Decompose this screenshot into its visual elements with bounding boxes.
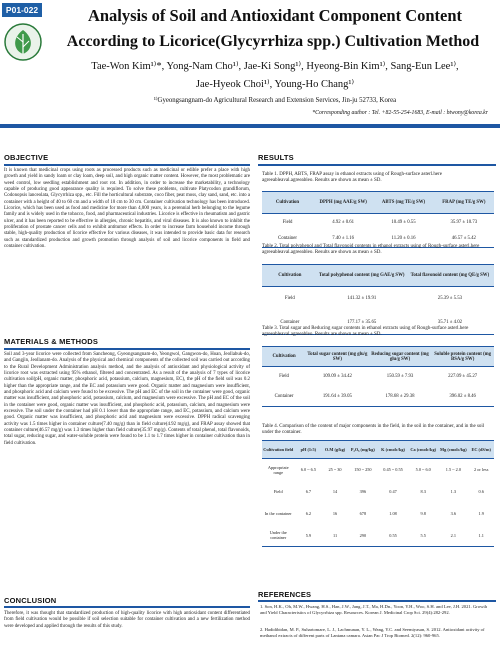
table-row bbox=[262, 459, 494, 481]
table-cell: 5.5 bbox=[408, 525, 438, 547]
table-header-cell: P₂O₅ (mg/kg) bbox=[348, 441, 378, 459]
table1-caption: Table 1. DPPH, ABTS, FRAP assay in ethanol extracts using of Rough-surface asterl.here agreeableaval.agreeableo. Results are shown as mean ± SD. bbox=[262, 172, 442, 184]
table-cell: 0.6 bbox=[478, 489, 484, 494]
objective-heading: OBJECTIVE bbox=[4, 153, 49, 162]
table-cell: 1.1 bbox=[468, 525, 494, 547]
table-header-cell: Reducing sugar content (mg glu/g SW) bbox=[369, 347, 432, 367]
table-cell: 1.5 ~ 2.0 bbox=[445, 467, 461, 473]
institution-logo-icon bbox=[3, 22, 43, 62]
table-cell: 9.8 bbox=[420, 511, 426, 516]
table-cell: 0.55 bbox=[378, 525, 408, 547]
table-header-row bbox=[262, 347, 494, 367]
corresponding-author: *Corresponding author : Tel. +82-55-254-1683, E-mail : btwony@korea.kr bbox=[312, 110, 488, 116]
poster-title-line1: Analysis of Soil and Antioxidant Component Content bbox=[87, 6, 463, 25]
results-divider bbox=[258, 164, 496, 166]
table-header-cell: Ca (cmolc/kg) bbox=[408, 441, 438, 459]
reference-item: 1. Son, H.K., Oh, M.W., Hwang, H.S., Han, J.W., Jang, J.T., Ma, H.Dn., Yoon, Y.H., Woo, S.H. and Lee, J.H. 2021. Growth and Yield Characteristics of Glycyrrhiza spp. Resources. Korean J. Medicinal Crop Sci. 29(4):282-292. bbox=[260, 604, 488, 615]
table-row bbox=[262, 481, 494, 503]
table-cell: 11 bbox=[322, 525, 348, 547]
table-cell: 2 or less bbox=[474, 467, 489, 473]
conclusion-heading: CONCLUSION bbox=[4, 596, 57, 605]
table-header-cell: EC (dS/m) bbox=[468, 441, 494, 459]
table-cell: 5.0 ~ 6.0 bbox=[415, 467, 431, 473]
table-header-cell: Soluble protein content (mg BSA/g SW) bbox=[431, 347, 494, 367]
table3 bbox=[262, 346, 494, 407]
table-cell: 0.47 bbox=[389, 489, 397, 494]
table-cell: 35.71 ± 4.02 bbox=[406, 311, 494, 335]
results-heading: RESULTS bbox=[258, 153, 294, 162]
reference-item: 2. Hadidibidan, M. P., Suhartomare, L. J., Lachmunan, Y. L., Wang, Y.C. and Seemiyasan, S. 2012. Antioxidant activity of methanol extracts of different parts of Lantana camara. Asian Pac J Trop Biomed. 2(12): 960-965. bbox=[260, 627, 485, 638]
references-heading: REFERENCES bbox=[258, 590, 312, 599]
table-cell: 6.2 bbox=[305, 511, 312, 516]
table3-caption: Table 3. Total sugar and Reducing sugar contents in ethanol extracts using of Rough-surface asterl.here agreeableaval.agreeableo. Results are shown as mean ± SD. bbox=[262, 326, 469, 338]
table-cell: 46.57 ± 5.42 bbox=[434, 231, 494, 248]
table-cell: 10.49 ± 0.55 bbox=[391, 219, 416, 225]
table-cell: Container bbox=[262, 311, 318, 335]
table-cell: Container bbox=[262, 231, 313, 248]
table-header-cell: Total polyphenol content (mg GAE/g SW) bbox=[318, 265, 406, 287]
table-header-cell: Mg (cmolc/kg) bbox=[438, 441, 468, 459]
table-cell: 1.3 bbox=[450, 489, 457, 494]
table-header-cell: Total sugar content (mg glu/g SW) bbox=[306, 347, 369, 367]
poster-header bbox=[0, 0, 500, 137]
table-header-cell: DPPH (mg AAE/g SW) bbox=[313, 192, 373, 214]
methods-heading: MATERIALS & METHODS bbox=[4, 337, 99, 346]
table-cell: 290 bbox=[348, 525, 378, 547]
table-cell: 35.97 ± 10.73 bbox=[450, 219, 478, 225]
methods-divider bbox=[4, 348, 250, 350]
table-header-cell: Total flavonoid content (mg QE/g SW) bbox=[406, 265, 494, 287]
table-cell: 16 bbox=[332, 511, 338, 516]
table-header-cell: Cultivation bbox=[262, 192, 313, 214]
table-cell: 2.1 bbox=[438, 525, 468, 547]
references-divider bbox=[258, 600, 496, 602]
table-header-cell: K (cmolc/kg) bbox=[378, 441, 408, 459]
table-header-cell: pH (1:5) bbox=[294, 441, 322, 459]
table-cell: 191.64 ± 39.05 bbox=[306, 387, 369, 407]
table1 bbox=[262, 191, 494, 248]
authors-line1: Tae-Won Kim¹⁾*, Yong-Nam Cho¹⁾, Jae-Ki Song¹⁾, Hyeong-Bin Kim¹⁾, Sang-Eun Lee¹⁾, bbox=[91, 61, 459, 72]
table-row bbox=[262, 387, 494, 407]
table-cell: 177.17 ± 35.65 bbox=[318, 311, 406, 335]
conclusion-divider bbox=[4, 606, 250, 608]
authors-line2: Jae-Hyeok Choi¹⁾, Young-Ho Chang¹⁾ bbox=[195, 79, 355, 90]
methods-text: Soil and 3-year licorice were collected from Sancheong, Gyeongsangnam-do, Yeongwol, Gangwon-do, Hoan, Jeollabuk-do, and Gangjin, Jeollanam-do. Analysis of the physical and chemical components of the collected soil was carried out according to the Rural Development Administration analysis method, and the analysis of antioxidant and physiological activity of licorice root was extracted using 95% ethanol, filtered and concentrated. As a result of the analysis of 7 types of licorice cultivation soil(pH, organic matter, phosphoric acid, potassium, calcium, magnesium, EC), the pH of the field soil was 0.2 higher than the appropriate range, and the EC and potassium were good. Organic matter and magnesium were insufficient, and phosphoric acid and calcium were found to be excessive. The pH and EC of the soil in the container were good, organic matter was insufficient, and phosphoric acid, potassium, calcium, and magnesium were excessive. The pH and EC of the soil in the container were good, organic matter was insufficient, and phosphoric acid, potassium, calcium, and magnesium were excessive. The soil under the container had pH 0.1 lower than the appropriate range, and EC, potassium, and calcium were good. Organic matter was insufficient, and phosphoric acid and magnesium were excessive. DPPH radical scavenging activity was 1.5 times higher in container culture(7.40 mg/g) than in field culture(4.92 mg/g), and FRAP assay showed that container culture(46.57 mg/g) was 1.3 times higher than field culture(35.97 mg/g). Contents of total phenol, total flavonoids, total sugar, reducing sugar, and water-soluble protein were found to be 1.1 to 1.7 times higher in container cultivation than in field cultivation. bbox=[4, 352, 250, 446]
table-cell: 5.9 bbox=[294, 525, 322, 547]
table-cell: 0.45 ~ 0.55 bbox=[383, 467, 403, 473]
table-cell: 6.7 bbox=[305, 489, 312, 494]
table-cell: 25.39 ± 5.53 bbox=[437, 296, 463, 302]
table4 bbox=[262, 440, 494, 547]
table-cell: 4.92 ± 0.61 bbox=[332, 219, 355, 225]
table-cell: 150 ~ 250 bbox=[354, 467, 372, 473]
table-cell: 7.40 ± 1.16 bbox=[313, 231, 373, 248]
table-row bbox=[262, 214, 494, 231]
table-cell: Container bbox=[262, 387, 306, 407]
table2-caption: Table 2. Total polyphenol and Total flavonoid contents in ethanol extracts using of Rough-surface asterl.here agreeableaval.agreeableo. Results are shown as mean ± SD. bbox=[262, 244, 480, 256]
table-cell: 396 bbox=[359, 489, 367, 494]
table-cell: 1.9 bbox=[478, 511, 484, 516]
table-cell: 11.20 ± 0.16 bbox=[373, 231, 433, 248]
table-cell: 6.0 ~ 6.5 bbox=[300, 467, 316, 473]
table-header-row bbox=[262, 265, 494, 287]
table-row bbox=[262, 367, 494, 387]
table-cell: 678 bbox=[359, 511, 367, 516]
table-header-row bbox=[262, 192, 494, 214]
table-header-cell: FRAP (mg TE/g SW) bbox=[434, 192, 494, 214]
objective-text: It is known that medicinal crops using roots as processed products such as medicinal or edible prefer a place with high growth and yield in sandy loam or clay loam, deep soil, and high organic matter content. However, the most problematic are weed control, low seedling establishment and root rot. In addition, in order to increase the marketability, a technology capable of producing good appearance quality is required. To solve these problems, cultivate Platycodon grandiflorum, Codonopsis lanceolata, Glycyrrhiza spp., etc. Fill the horticultural substrate, coco fiber, peat moss, clay sand, sand, etc. into a container with a height of 40 to 60 cm and a width of 10 cm to 30 cm. Container cultivation technology has been introduced. Licorice, which has been used as food and medicine for more than 4,000 years, is a perennial herb belonging to the legume family and is widely used in the tobacco, food, and pharmaceutical industries. Licorice is effective in rheumatism and gastric ulcer, and it has been reported to be effective in allergies, chronic hepatitis, and viral diseases. It is also known to inhibit the proliferation of prostate cancer cells and to exhibit antitumor effects. In order to increase farm household income through stable, high-quality production of licorice effective for various diseases, it was intended to provide basic data for research such as standardized production and growth promotion through analysis of soil and licorice components in field and container cultivation. bbox=[4, 168, 250, 250]
table-header-cell: O.M (g/kg) bbox=[322, 441, 348, 459]
conclusion-text: Therefore, it was thought that standardized production of high-quality licorice with high antioxidant content differentiated from field cultivation would be possible if soil selection suitable for container cultivation and a new fertilization method were developed and applied through the results of this study. bbox=[4, 611, 250, 629]
table-cell: Field bbox=[284, 296, 295, 302]
table-cell: 14 bbox=[332, 489, 338, 494]
table-header-cell: Cultivation field bbox=[262, 441, 294, 459]
table4-caption: Table 4. Comparison of the content of major components in the field, in the soil in the container, and in the soil under the container. bbox=[262, 424, 485, 436]
table-cell: 396.02 ± 8.46 bbox=[431, 387, 494, 407]
table-cell: 3.6 bbox=[450, 511, 457, 516]
table-row bbox=[262, 287, 494, 311]
table-cell: Appropriate range bbox=[267, 464, 289, 475]
affiliation: ¹⁾Gyeongsangnam-do Agricultural Research and Extension Services, Jin-ju 52733, Korea bbox=[153, 97, 397, 104]
table-cell: 109.09 ± 34.42 bbox=[322, 374, 352, 380]
table-cell: 1.08 bbox=[389, 511, 397, 516]
header-divider bbox=[0, 124, 500, 128]
table-cell: 227.09 ± 45.27 bbox=[448, 374, 478, 380]
table-row bbox=[262, 503, 494, 525]
table-header-row bbox=[262, 441, 494, 459]
table-header-cell: Cultivation bbox=[262, 265, 318, 287]
table-header-cell: ABTS (mg TE/g SW) bbox=[373, 192, 433, 214]
table-cell: In the container bbox=[264, 511, 292, 516]
poster-id-badge: P01-022 bbox=[2, 3, 42, 17]
table-cell: 178.68 ± 29.38 bbox=[369, 387, 432, 407]
objective-divider bbox=[4, 164, 250, 166]
table-cell: 8.3 bbox=[420, 489, 426, 494]
table-cell: Field bbox=[279, 374, 289, 380]
table-header-cell: Cultivation bbox=[262, 347, 306, 367]
table-cell: Field bbox=[282, 219, 293, 225]
table-cell: 150.59 ± 7.93 bbox=[386, 374, 414, 380]
table-cell: 141.32 ± 19.91 bbox=[347, 296, 377, 302]
table-cell: Under the container bbox=[262, 525, 294, 547]
table2 bbox=[262, 264, 494, 335]
table-cell: Field bbox=[273, 489, 283, 494]
table-cell: 25 ~ 30 bbox=[328, 467, 342, 473]
poster-title-line2: According to Licorice(Glycyrrhiza spp.) Cultivation Method bbox=[66, 33, 480, 50]
table-row bbox=[262, 525, 494, 547]
